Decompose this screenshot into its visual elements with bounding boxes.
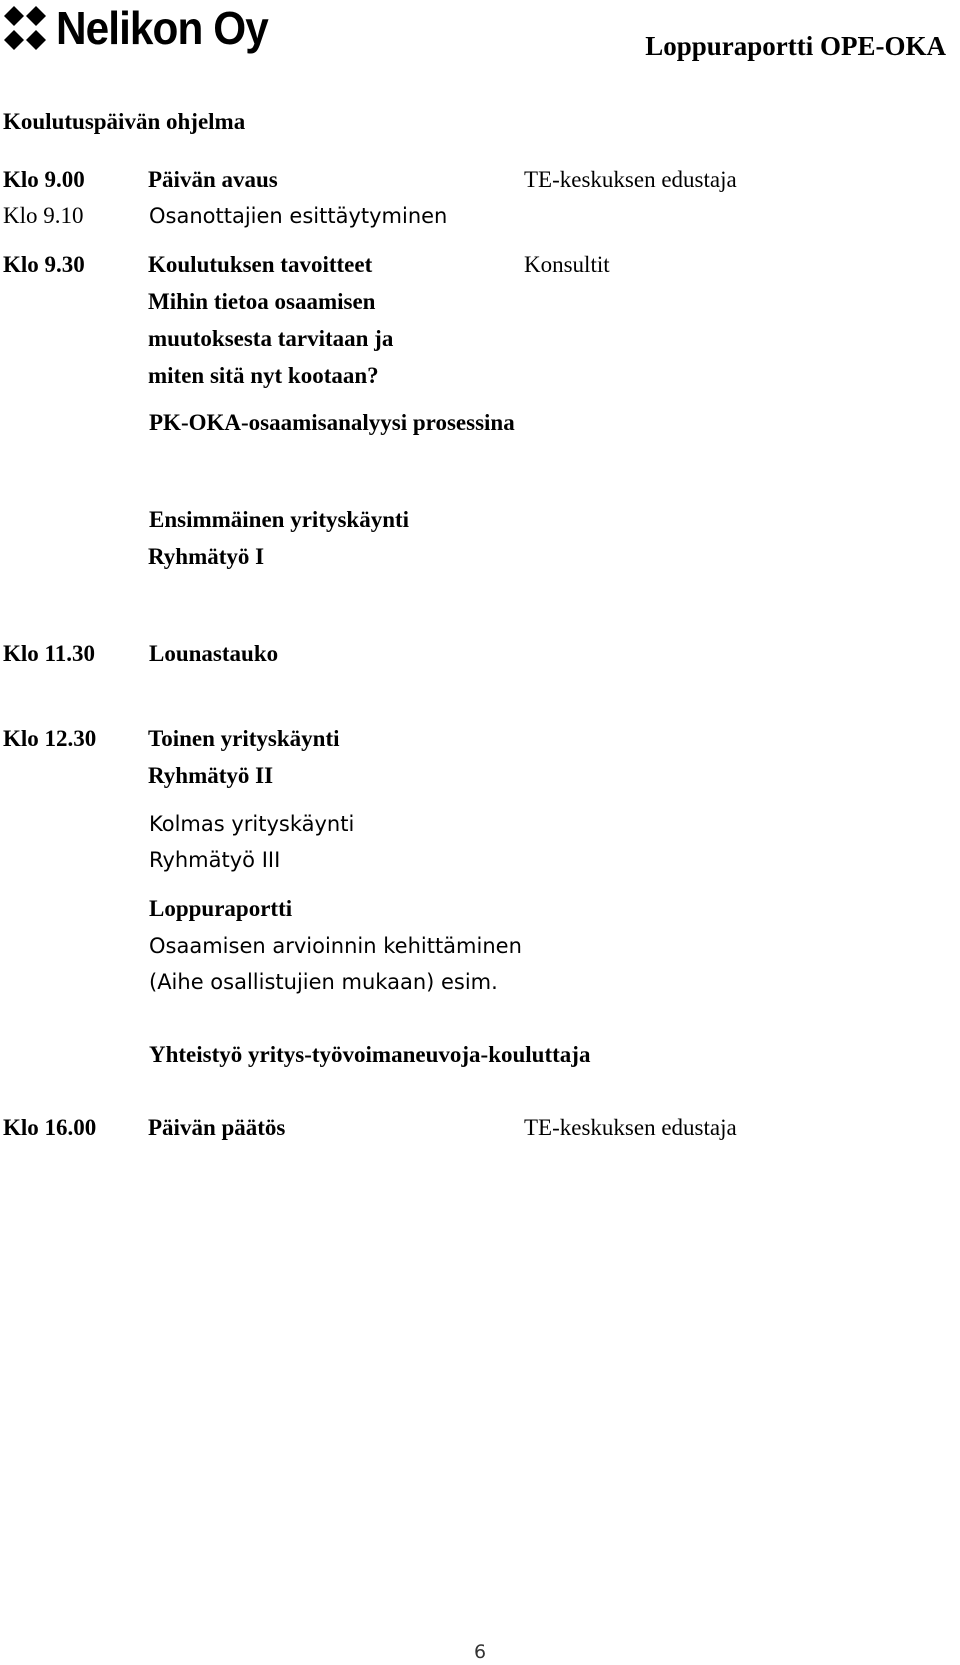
schedule-item: Ryhmätyö II <box>148 763 274 788</box>
document-heading: Koulutuspäivän ohjelma <box>3 109 246 134</box>
schedule-item: Päivän päätös <box>148 1115 286 1140</box>
schedule-item: Koulutuksen tavoitteet <box>148 252 373 277</box>
schedule-item: Kolmas yrityskäynti <box>149 812 355 836</box>
nelikon-diamond-logo-icon <box>2 6 48 52</box>
schedule-item: Ryhmätyö III <box>149 848 281 872</box>
schedule-item: miten sitä nyt kootaan? <box>148 363 379 388</box>
logo-text: Nelikon Oy <box>56 2 268 54</box>
schedule-item: Osanottajien esittäytyminen <box>149 204 448 228</box>
schedule-time: Klo 16.00 <box>3 1115 97 1140</box>
schedule-time: Klo 9.10 <box>3 203 84 228</box>
schedule-time: Klo 11.30 <box>3 641 96 666</box>
schedule-item: Osaamisen arvioinnin kehittäminen <box>149 934 522 958</box>
schedule-item: Mihin tietoa osaamisen <box>148 289 376 314</box>
schedule-presenter: TE-keskuksen edustaja <box>524 167 737 192</box>
schedule-item: (Aihe osallistujien mukaan) esim. <box>149 970 498 994</box>
schedule-time: Klo 9.00 <box>3 167 85 192</box>
schedule-time: Klo 9.30 <box>3 252 85 277</box>
schedule-item: Ryhmätyö I <box>148 544 265 569</box>
schedule-item: Toinen yrityskäynti <box>148 726 340 751</box>
schedule-item: Päivän avaus <box>148 167 278 192</box>
schedule-presenter: TE-keskuksen edustaja <box>524 1115 737 1140</box>
schedule-item: muutoksesta tarvitaan ja <box>148 326 394 351</box>
report-title: Loppuraportti OPE-OKA <box>645 31 946 61</box>
schedule-item: Lounastauko <box>149 641 279 666</box>
schedule-item: Yhteistyö yritys-työvoimaneuvoja-kouluttaja <box>149 1042 591 1067</box>
schedule-item: Ensimmäinen yrityskäynti <box>149 507 410 532</box>
schedule-item: Loppuraportti <box>149 896 293 921</box>
schedule-item: PK-OKA-osaamisanalyysi prosessina <box>149 410 515 435</box>
schedule-presenter: Konsultit <box>524 252 610 277</box>
schedule-time: Klo 12.30 <box>3 726 97 751</box>
page-number: 6 <box>473 1641 487 1663</box>
